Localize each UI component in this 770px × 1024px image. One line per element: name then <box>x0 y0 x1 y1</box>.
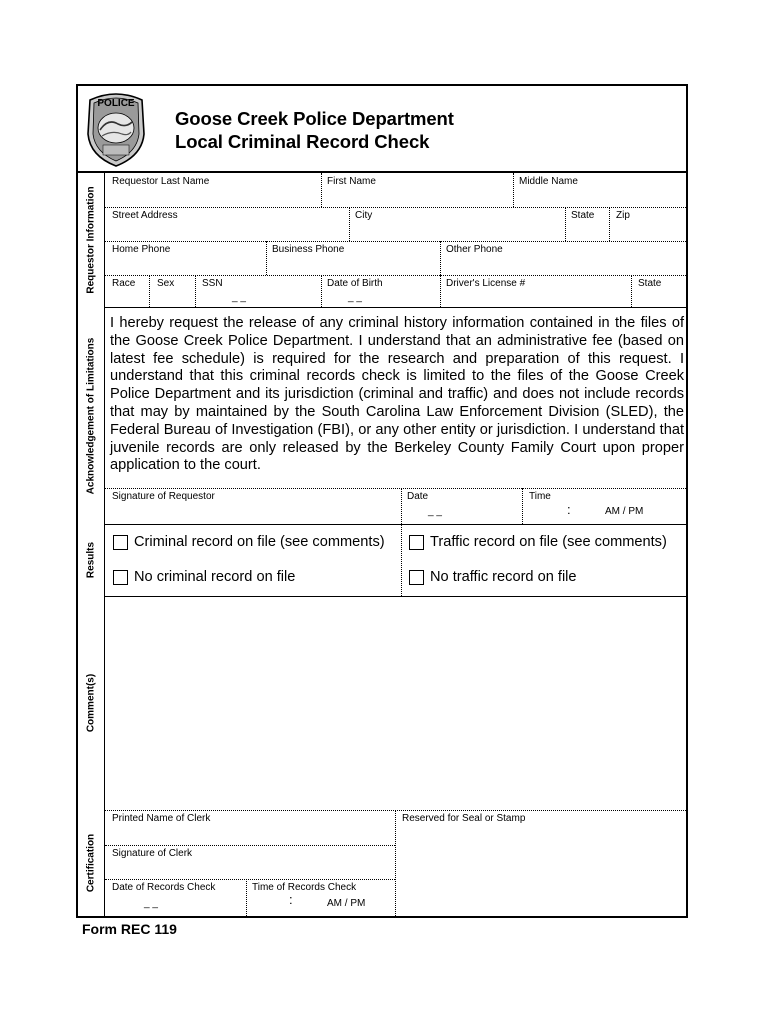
race-field[interactable]: Race <box>112 278 136 289</box>
business-phone-field[interactable]: Business Phone <box>272 244 345 255</box>
comments-section-tab <box>78 596 105 810</box>
drivers-license-field[interactable]: Driver's License # <box>446 278 526 289</box>
divider <box>266 241 267 275</box>
clerk-signature-field[interactable]: Signature of Clerk <box>112 848 193 859</box>
divider <box>609 207 610 241</box>
request-time-field[interactable]: Time <box>529 491 551 502</box>
agency-title: Goose Creek Police Department <box>175 108 454 129</box>
request-date-separators: _ _ <box>428 506 442 517</box>
middle-name-field[interactable]: Middle Name <box>519 176 578 187</box>
first-name-field[interactable]: First Name <box>327 176 376 187</box>
divider <box>349 207 350 241</box>
divider <box>565 207 566 241</box>
street-address-field[interactable]: Street Address <box>112 210 178 221</box>
date-of-birth-field[interactable]: Date of Birth <box>327 278 383 289</box>
divider <box>105 524 686 525</box>
form-title: Local Criminal Record Check <box>175 131 430 152</box>
divider <box>321 173 322 207</box>
form-number: Form REC 119 <box>82 921 177 937</box>
divider <box>631 275 632 307</box>
requestor-section-tab <box>78 173 105 307</box>
divider <box>246 879 247 916</box>
divider <box>105 845 395 846</box>
records-check-time-field[interactable]: Time of Records Check <box>252 882 357 893</box>
divider <box>149 275 150 307</box>
criminal-record-on-file-checkbox[interactable] <box>113 534 385 550</box>
records-check-ampm: AM / PM <box>327 898 366 909</box>
sex-field[interactable]: Sex <box>157 278 175 289</box>
no-traffic-record-label: No traffic record on file <box>430 569 577 585</box>
divider <box>105 879 395 880</box>
acknowledgement-section-label: Acknowledgement of Limitations <box>85 337 97 494</box>
seal-stamp-area: Reserved for Seal or Stamp <box>402 813 526 824</box>
checkbox-box[interactable] <box>113 535 128 550</box>
divider <box>401 488 402 524</box>
divider <box>440 275 441 307</box>
divider <box>440 241 441 275</box>
divider <box>105 207 686 208</box>
home-phone-field[interactable]: Home Phone <box>112 244 171 255</box>
request-ampm: AM / PM <box>605 506 644 517</box>
ssn-field[interactable]: SSN <box>202 278 223 289</box>
comments-section-label: Comment(s) <box>85 673 97 733</box>
ssn-separators: _ _ <box>232 292 246 303</box>
checkbox-box[interactable] <box>409 535 424 550</box>
divider <box>522 488 523 524</box>
checkbox-box[interactable] <box>113 570 128 585</box>
divider <box>105 307 686 308</box>
police-badge-icon <box>84 90 148 168</box>
no-criminal-record-label: No criminal record on file <box>134 569 296 585</box>
city-field[interactable]: City <box>355 210 373 221</box>
records-check-date-field[interactable]: Date of Records Check <box>112 882 216 893</box>
badge-text: POLICE <box>97 98 135 109</box>
divider <box>105 275 686 276</box>
criminal-record-on-file-label: Criminal record on file (see comments) <box>134 534 385 550</box>
records-check-time-colon: : <box>289 892 293 907</box>
acknowledgement-section-tab <box>78 307 105 524</box>
comments-area[interactable] <box>106 597 686 809</box>
divider <box>105 241 686 242</box>
dob-separators: _ _ <box>348 292 362 303</box>
requestor-section-label: Requestor Information <box>85 186 97 294</box>
zip-field[interactable]: Zip <box>616 210 630 221</box>
divider <box>401 524 402 596</box>
divider <box>395 810 396 916</box>
divider <box>321 275 322 307</box>
divider <box>513 173 514 207</box>
divider <box>195 275 196 307</box>
request-date-field[interactable]: Date <box>407 491 429 502</box>
results-section-tab <box>78 524 105 596</box>
results-section-label: Results <box>85 541 97 579</box>
clerk-printed-name-field[interactable]: Printed Name of Clerk <box>112 813 211 824</box>
request-time-colon: : <box>567 502 571 517</box>
divider <box>105 488 686 489</box>
acknowledgement-text: I hereby request the release of any criminal history information contained in the files of the Goose Creek Police Department. I understand that an administrative fee (based on latest fee schedule) is required for the research and preparation of this request. I understand that this criminal records check is limited to the files of the Goose Creek Police Department and its jurisdiction (criminal and traffic) and does not include records that may by maintained by the South Carolina Law Enforcement Division (SLED), the Federal Bureau of Investigation (FBI), or any other entity or jurisdiction. I understand that juvenile records are only released by the Berkeley County Family Court upon proper application to the court. <box>110 315 684 474</box>
no-traffic-record-checkbox[interactable] <box>409 569 577 585</box>
certification-section-tab <box>78 810 105 916</box>
checkbox-box[interactable] <box>409 570 424 585</box>
dl-state-field[interactable]: State <box>638 278 662 289</box>
record-check-form <box>76 84 688 918</box>
records-check-date-separators: _ _ <box>144 898 158 909</box>
last-name-field[interactable]: Requestor Last Name <box>112 176 210 187</box>
certification-section-label: Certification <box>85 833 97 893</box>
no-criminal-record-checkbox[interactable] <box>113 569 295 585</box>
traffic-record-on-file-checkbox[interactable] <box>409 534 667 550</box>
traffic-record-on-file-label: Traffic record on file (see comments) <box>430 534 667 550</box>
state-field[interactable]: State <box>571 210 595 221</box>
requestor-signature-field[interactable]: Signature of Requestor <box>112 491 215 502</box>
form-header <box>78 86 686 173</box>
other-phone-field[interactable]: Other Phone <box>446 244 503 255</box>
